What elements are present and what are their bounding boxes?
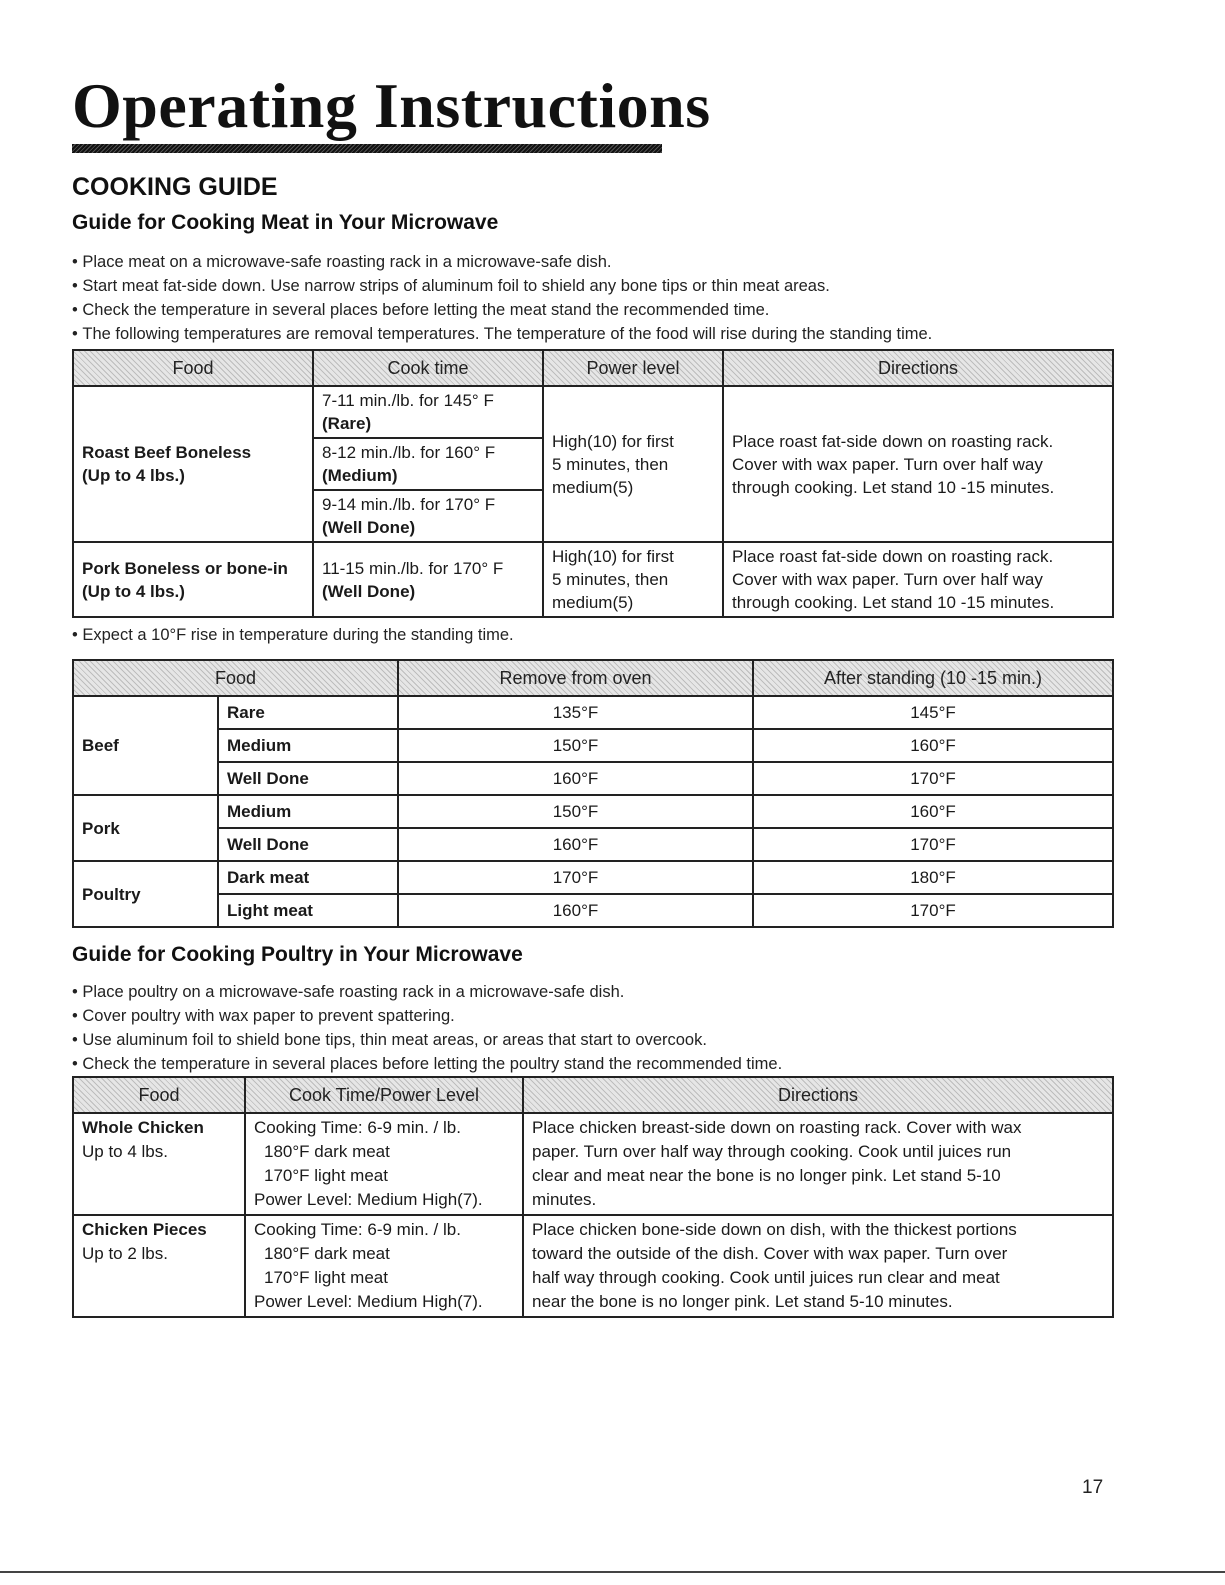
food-cell: Whole Chicken Up to 4 lbs.: [73, 1113, 245, 1215]
doneness-cell: Medium: [218, 795, 398, 828]
cook-time-cell: 9-14 min./lb. for 170° F (Well Done): [313, 490, 543, 542]
table-row: [73, 542, 1113, 617]
doneness-cell: Medium: [218, 729, 398, 762]
poultry-guide-bullets: [72, 980, 1132, 1076]
column-header: Power level: [543, 350, 723, 386]
table-header-row: [73, 660, 1113, 696]
list-item: • Cover poultry with wax paper to prevent spattering.: [72, 1004, 1132, 1028]
doneness-cell: Well Done: [218, 762, 398, 795]
table-row: [73, 386, 1113, 438]
page-number: 17: [1082, 1477, 1104, 1498]
doneness-cell: Well Done: [218, 828, 398, 861]
after-temp-cell: 160°F: [753, 795, 1113, 828]
table-row: [73, 894, 1113, 927]
after-temp-cell: 170°F: [753, 762, 1113, 795]
poultry-cooking-table: [72, 1076, 1114, 1318]
list-item: • Place meat on a microwave-safe roasting rack in a microwave-safe dish.: [72, 250, 1132, 274]
table-row: [73, 795, 1113, 828]
food-cell: Beef: [73, 696, 218, 795]
table-header-row: [73, 350, 1113, 386]
column-header: Cook time: [313, 350, 543, 386]
remove-temp-cell: 135°F: [398, 696, 753, 729]
list-item: • Start meat fat-side down. Use narrow strips of aluminum foil to shield any bone tips or thin meat areas.: [72, 274, 1132, 298]
list-item: • Use aluminum foil to shield bone tips, thin meat areas, or areas that start to overcook.: [72, 1028, 1132, 1052]
food-cell: Pork Boneless or bone-in (Up to 4 lbs.): [73, 542, 313, 617]
cook-time-cell: 7-11 min./lb. for 145° F (Rare): [313, 386, 543, 438]
column-header: Food: [73, 660, 398, 696]
after-temp-cell: 145°F: [753, 696, 1113, 729]
food-cell: Roast Beef Boneless (Up to 4 lbs.): [73, 386, 313, 542]
list-item: • The following temperatures are removal temperatures. The temperature of the food will rise during the standing time.: [72, 322, 1132, 346]
list-item: • Check the temperature in several places before letting the meat stand the recommended time.: [72, 298, 1132, 322]
directions-cell: Place chicken breast-side down on roasting rack. Cover with wax paper. Turn over half way through cooking. Cook until juices run clear and meat near the bone is no longer pink. Let stand 5-10 minutes.: [523, 1113, 1113, 1215]
doneness-cell: Rare: [218, 696, 398, 729]
food-cell: Pork: [73, 795, 218, 861]
standing-temperature-table: [72, 659, 1114, 928]
after-temp-cell: 170°F: [753, 894, 1113, 927]
column-header: Directions: [523, 1077, 1113, 1113]
page-title: Operating Instructions: [72, 70, 711, 141]
list-item: • Check the temperature in several places before letting the poultry stand the recommended time.: [72, 1052, 1132, 1076]
food-cell: Poultry: [73, 861, 218, 927]
table-row: [73, 1215, 1113, 1317]
directions-cell: Place roast fat-side down on roasting rack. Cover with wax paper. Turn over half way through cooking. Let stand 10 -15 minutes.: [723, 386, 1113, 542]
food-cell: Chicken Pieces Up to 2 lbs.: [73, 1215, 245, 1317]
directions-cell: Place chicken bone-side down on dish, with the thickest portions toward the outside of the dish. Cover with wax paper. Turn over half way through cooking. Cook until juices run clear and meat near the bone is no longer pink. Let stand 5-10 minutes.: [523, 1215, 1113, 1317]
power-level-cell: High(10) for first 5 minutes, then medium(5): [543, 542, 723, 617]
cook-time-cell: 11-15 min./lb. for 170° F (Well Done): [313, 542, 543, 617]
table-header-row: [73, 1077, 1113, 1113]
after-temp-cell: 170°F: [753, 828, 1113, 861]
section-title: COOKING GUIDE: [72, 173, 278, 201]
title-underline: [72, 144, 662, 153]
doneness-cell: Light meat: [218, 894, 398, 927]
after-temp-cell: 180°F: [753, 861, 1113, 894]
table-row: [73, 762, 1113, 795]
remove-temp-cell: 150°F: [398, 729, 753, 762]
column-header: Food: [73, 1077, 245, 1113]
table-row: [73, 861, 1113, 894]
table-row: [73, 729, 1113, 762]
remove-temp-cell: 160°F: [398, 894, 753, 927]
cook-time-cell: Cooking Time: 6-9 min. / lb. 180°F dark meat 170°F light meat Power Level: Medium High(7).: [245, 1215, 523, 1317]
directions-cell: Place roast fat-side down on roasting rack. Cover with wax paper. Turn over half way through cooking. Let stand 10 -15 minutes.: [723, 542, 1113, 617]
meat-guide-heading: Guide for Cooking Meat in Your Microwave: [72, 211, 499, 234]
standing-note: • Expect a 10°F rise in temperature during the standing time.: [72, 626, 514, 644]
column-header: Food: [73, 350, 313, 386]
remove-temp-cell: 170°F: [398, 861, 753, 894]
doneness-cell: Dark meat: [218, 861, 398, 894]
column-header: Cook Time/Power Level: [245, 1077, 523, 1113]
column-header: Directions: [723, 350, 1113, 386]
cook-time-cell: Cooking Time: 6-9 min. / lb. 180°F dark meat 170°F light meat Power Level: Medium High(7).: [245, 1113, 523, 1215]
after-temp-cell: 160°F: [753, 729, 1113, 762]
list-item: • Place poultry on a microwave-safe roasting rack in a microwave-safe dish.: [72, 980, 1132, 1004]
remove-temp-cell: 160°F: [398, 828, 753, 861]
bottom-divider: [0, 1571, 1225, 1573]
table-row: [73, 696, 1113, 729]
meat-cooking-table: [72, 349, 1114, 618]
meat-guide-bullets: [72, 250, 1132, 346]
cook-time-cell: 8-12 min./lb. for 160° F (Medium): [313, 438, 543, 490]
remove-temp-cell: 160°F: [398, 762, 753, 795]
table-row: [73, 1113, 1113, 1215]
table-row: [73, 828, 1113, 861]
remove-temp-cell: 150°F: [398, 795, 753, 828]
column-header: Remove from oven: [398, 660, 753, 696]
poultry-guide-heading: Guide for Cooking Poultry in Your Microwave: [72, 943, 523, 966]
column-header: After standing (10 -15 min.): [753, 660, 1113, 696]
power-level-cell: High(10) for first 5 minutes, then medium(5): [543, 386, 723, 542]
